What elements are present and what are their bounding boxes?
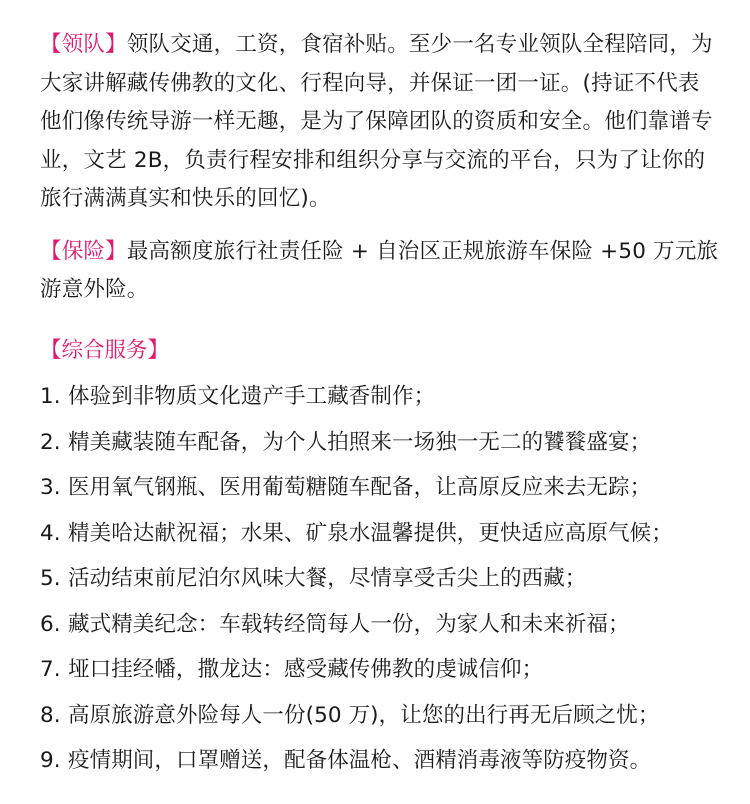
list-item-number: 5. (40, 566, 61, 591)
services-list (40, 374, 720, 784)
list-item-text: 体验到非物质文化遗产手工藏香制作； (68, 384, 436, 409)
list-item-text: 精美哈达献祝福；水果、矿泉水温馨提供，更快适应高原气候； (68, 520, 673, 546)
list-item-number: 3. (40, 475, 61, 500)
list-item (40, 374, 720, 420)
services-title: 【综合服务】 (40, 337, 170, 363)
list-item-text: 藏式精美纪念：车载转经筒每人一份，为家人和未来祈福； (68, 611, 630, 637)
list-item-number: 2. (40, 429, 61, 455)
list-item-text: 活动结束前尼泊尔风味大餐，尽情享受舌尖上的西藏； (68, 566, 587, 591)
list-item (40, 647, 720, 693)
list-item-text: 高原旅游意外险每人一份(50 万)，让您的出行再无后顾之忧； (68, 702, 660, 728)
insurance-text: 最高额度旅行社责任险 + 自治区正规旅游车保险 +50 万元旅游意外险。 (40, 238, 719, 302)
list-item-number: 6. (40, 611, 61, 637)
list-item-number: 4. (40, 520, 61, 546)
list-item (40, 693, 720, 739)
list-item-number: 1. (40, 384, 61, 409)
list-item (40, 465, 720, 511)
list-item-text: 垭口挂经幡，撒龙达：感受藏传佛教的虔诚信仰； (68, 657, 544, 682)
list-item-number: 9. (40, 748, 61, 773)
list-item (40, 602, 720, 648)
list-item (40, 738, 720, 784)
list-item-text: 医用氧气钢瓶、医用葡萄糖随车配备，让高原反应来去无踪； (68, 475, 652, 500)
leader-paragraph (40, 26, 720, 219)
list-item (40, 420, 720, 466)
list-item (40, 511, 720, 557)
insurance-paragraph (40, 233, 720, 310)
list-item-number: 8. (40, 702, 61, 728)
list-item-text: 精美藏装随车配备，为个人拍照来一场独一无二的饕餮盛宴； (68, 429, 652, 455)
leader-tag: 【领队】 (40, 32, 127, 57)
list-item-text: 疫情期间，口罩赠送，配备体温枪、酒精消毒液等防疫物资。 (68, 748, 652, 773)
insurance-tag: 【保险】 (40, 238, 127, 264)
list-item-number: 7. (40, 657, 61, 682)
leader-text: 领队交通，工资，食宿补贴。至少一名专业领队全程陪同，为大家讲解藏传佛教的文化、行程向导，并保证一团一证。(持证不代表他们像传统导游一样无趣，是为了保障团队的资质和安全。他们靠谱专业，文艺 2B，负责行程安排和组织分享与交流的平台，只为了让你的旅行满满真实和快乐的回忆)。 (40, 32, 713, 211)
list-item (40, 556, 720, 602)
